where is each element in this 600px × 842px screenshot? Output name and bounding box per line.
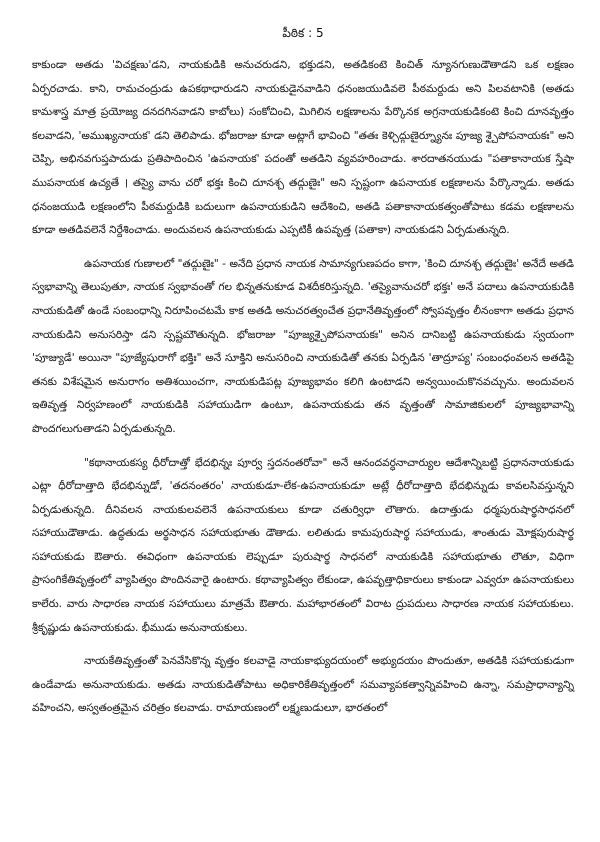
page-number-header: పీఠిక : 5 — [282, 26, 324, 40]
paragraph-3: "కథానాయకస్య ధీరోదాత్తో భేదభిన్నః పూర్వ స్తదనంతరోవా" అనే ఆనందవర్ధనాచార్యుల ఆదేశాన్నిబట్టి ప్రధాననాయకుడు ఎట్లా ధీరోదాత్తాది భేదభిన్నుడో, 'తదనంతరం' నాయకుడూ-లేక-ఉపనాయకుడూ అట్లే ధీరోదాత్తాది భేదభిన్నుడు కావలసివస్తున్నని ఏర్పడుతున్నది. దీనివలన నాయకులవలెనే ఉపనాయకులు కూడా చతుర్విధా లౌతారు. ఉదాత్తుడు ధర్మపురుషార్థసాధనలో సహాయుడౌతాడు. ఉద్ధతుడు అర్థసాధన సహాయభూతు డౌతాడు. లలితుడు కామపురుషార్థ సహాయుడు, శాంతుడు మోక్షపురుషార్థ సహాయకుడు ఔతారు. ఈవిధంగా ఉపనాయకు లెప్పుడూ పురుషార్థ సాధనలో నాయకుడికి సహాయభూతు లౌతూ, విధిగా ప్రాసంగికేతివృత్తంలో వ్యాపిత్వం పొందినవారై ఉంటారు. కథావ్యాపిత్వం లేకుండా, ఉపవృత్తాధికారులు కాకుండా ఎవ్వరూ ఉపనాయకులు కాలేరు. వారు సాధారణ నాయక సహాయులు మాత్రమే ఔతారు. మహాభారతంలో విరాట ద్రుపదులు సాధారణ నాయక సహాయకులు. శ్రీకృష్ణుడు ఉపనాయకుడు. భీముడు అనునాయకులు. — [32, 456, 574, 634]
paragraph-1: కాకుండా అతడు 'విచక్షణు'డని, నాయకుడికి అనుచరుడని, భక్తుడని, అతడికంటె కించిత్ న్యూనగుణుడౌతాడని ఒక లక్షణం ఏర్పరచాడు. కాని, రామచంద్రుడు ఉపకథాధారుడని నాయకుడైనవాడిని ధనంజయుడివలె పీఠమర్దుడు అని పిలవటానికి (అతడు కామశాస్త్ర మాత్ర ప్రయోజ్య దనదగినవాడని కాబోలు) సంకోచించి, మిగిలిన లక్షణాలను పేర్కొనక అగ్రనాయకుడికంటె కించి దూనవృత్తం కలవాడని, 'అముఖ్యనాయక' డని తెలిపాడు. భోజరాజు కూడా అట్లాగే భావించి "తతః కెళ్చిద్గుణైర్న్యూనః పూజ్య శ్చైపోపనాయకః" అని చెప్పి, అభినవగుప్తపాదుడు ప్రతిపాదించిన 'ఉపనాయక' పదంతో అతడిని వ్యవహరించాడు. శారదాతనయుడు "పతాకానాయక స్తేషా ముపనాయక ఉచ్యతే । తస్యై వాను చరో భక్తః కించి దూనశ్చ తద్గుణైః" అని స్పష్టంగా ఉపనాయక లక్షణాలను పేర్కొన్నాడు. అతడు ధనంజయుడి లక్షణంలోని పీఠమర్దుడికి బదులుగా ఉపనాయకుడిని ఆదేశించి, అతడి పతాకానాయకత్వంతోపాటు కడమ లక్షణాలను కూడా అతడివలెనే నిర్దేశించాడు. అందువలన ఉపనాయకుడు ఎప్పటికీ ఉపవృత్త (పతాకా) నాయకుడని ఏర్పడుతున్నది. — [32, 59, 574, 237]
paragraph-4: నాయకేతివృత్తంతో పెనవేసికొన్న వృత్తం కలవాడై నాయకాభ్యుదయంలో అభ్యుదయం పొందుతూ, అతడికి సహాయకుడుగా ఉండేవాడు అనునాయకుడు. అతడు నాయకుడితోపాటు అధికారికేతివృత్తంలో సమవ్యాపకత్వాన్నివహించి ఉన్నా, సమప్రాధాన్యాన్ని వహించని, అస్వతంత్రమైన చరిత్రం కలవాడు. రామాయణంలో లక్ష్మణుడులూ, భారతంలో — [32, 655, 574, 715]
paragraph-2: ఉపనాయక గుణాలలో "తద్గుణైః" - అనేది ప్రధాన నాయక సామాన్యగుణపదం కాగా, 'కించి దూనశ్చ తద్గుణైః' అనేదే అతడి స్వభావాన్ని తెలుపుతూ, నాయక స్వభావంతో గల భిన్నతనుకూడ విశదీకరిస్తున్నది. 'తస్యైవానుచరో భక్తః' అనే పదాలు ఉపనాయకుడికి నాయకుడితో ఉండే సంబంధాన్ని నిరూపించటమే కాక అతడి అనుచరత్వంచేత ప్రధానేతివృత్తంలో స్వోపవృత్తం లీనంకాగా అతడు ప్రధాన నాయకుడిని అనుసరిస్తా డని స్పష్టమౌతున్నది. భోజరాజు "పూజ్యశ్చైపోపనాయకః" అనిన దానిబట్టి ఉపనాయకుడు స్వయంగా 'పూజ్యుడే' అయినా "పూజ్యేషురాగో భక్తిః" అనే సూక్తిని అనుసరించి నాయకుడితో తనకు ఏర్పడిన 'తాద్రూప్య' సంబంధంవలన అతడిపై తనకు విశేషమైన అనురాగం అతిశయించగా, నాయకుడిపట్ల పూజ్యభావం కలిగి ఉంటాడని అన్వయించుకొనవచ్చును. అందువలన ఇతివృత్త నిర్వహణంలో నాయకుడికి సహాయుడిగా ఉంటూ, ఉపనాయకుడు తన వృత్తంతో సామాజికులలో పూజ్యభావాన్ని పొందగలుగుతాడని ఏర్పడుతున్నది. — [32, 257, 574, 435]
